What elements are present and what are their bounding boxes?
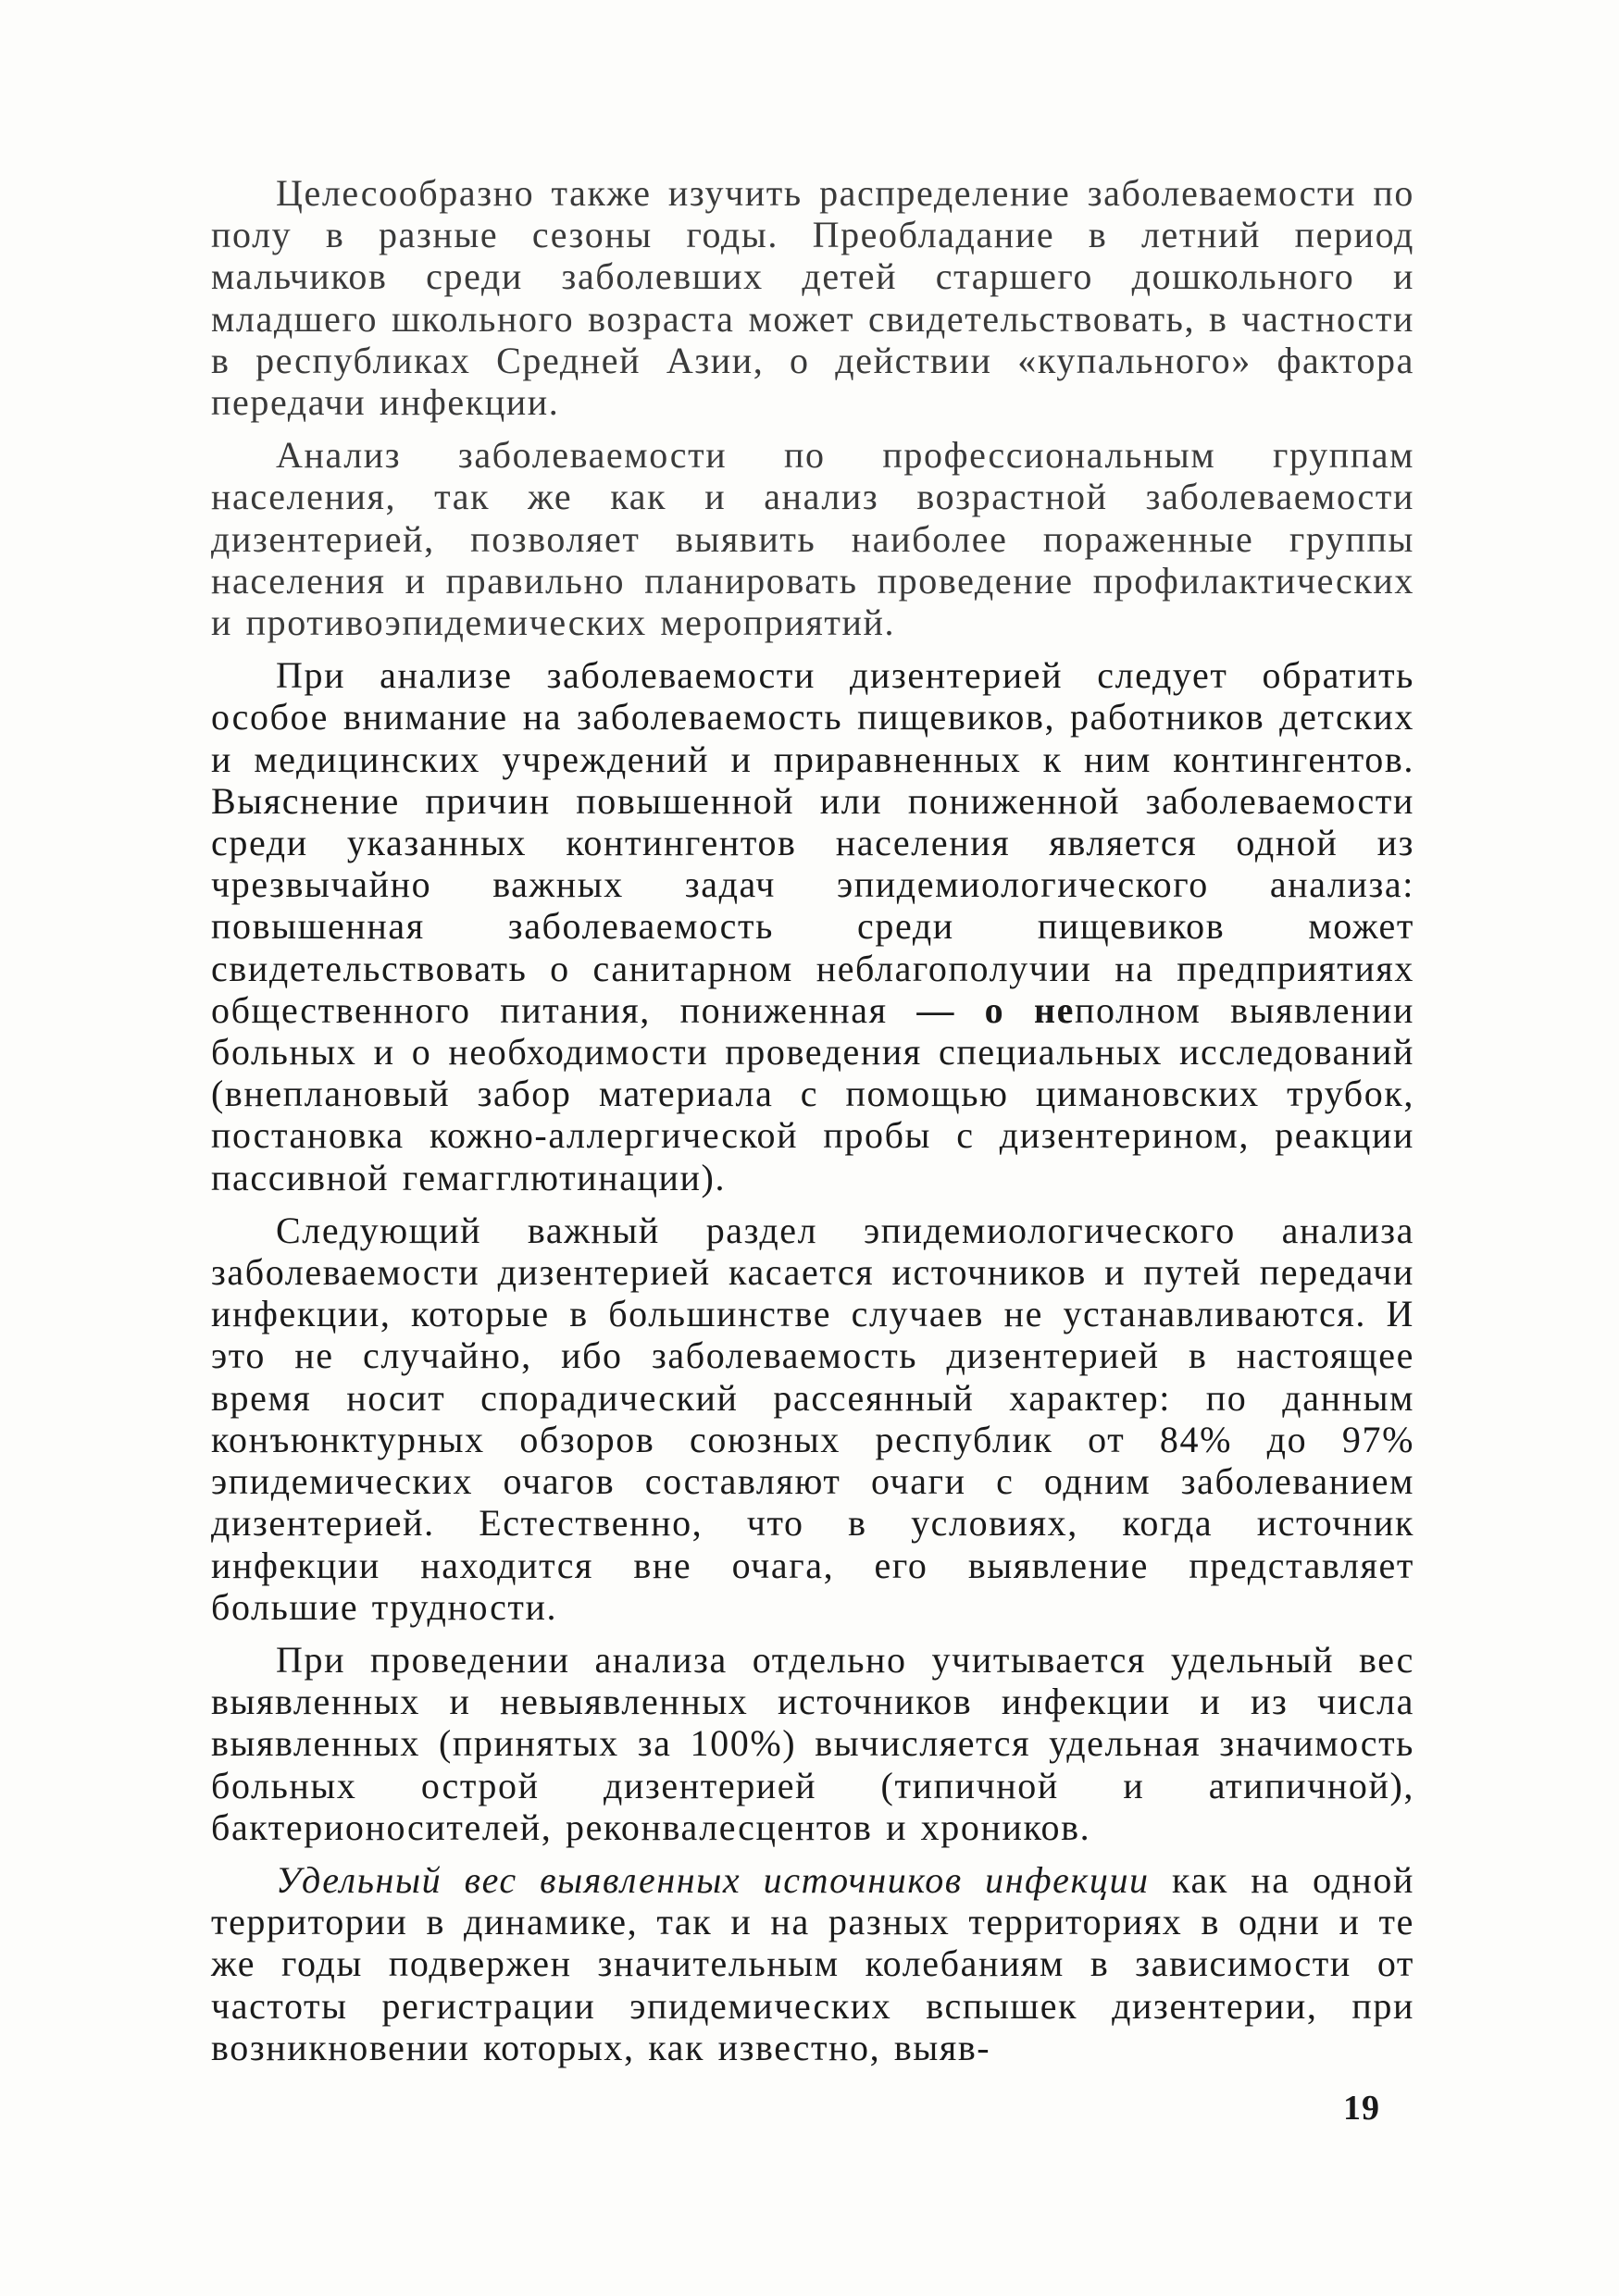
paragraph-1 bbox=[211, 172, 1414, 423]
paragraph-2-text: Анализ заболеваемости по профессиональным группам населения, так же как и анализ возрастной заболеваемости дизентерией, позволяет выявить наиболее пораженные группы населения и правильно планировать проведение профилактических и противоэпидемических мероприятий. bbox=[211, 434, 1414, 644]
paragraph-3-text-bold: — о не bbox=[916, 988, 1075, 1031]
paragraph-6 bbox=[211, 1859, 1414, 2068]
paragraph-5-text: При проведении анализа отдельно учитывается удельный вес выявленных и невыявленных источников инфекции и из числа выявленных (принятых за 100%) вычисляется удельная значимость больных острой дизентерией (типичной и атипичной), бактерионосителей, реконвалесцентов и хроников. bbox=[211, 1638, 1414, 1848]
paragraph-1-text: Целесообразно также изучить распределение заболеваемости по полу в разные сезоны годы. Преобладание в летний период мальчиков среди заболевших детей старшего дошкольного и младшего школьного возраста может свидетельствовать, в частности в республиках Средней Азии, о действии «купального» фактора передачи инфекции. bbox=[211, 172, 1414, 424]
paragraph-5 bbox=[211, 1639, 1414, 1848]
paragraph-4 bbox=[211, 1210, 1414, 1628]
paragraph-4-text: Следующий важный раздел эпидемиологического анализа заболеваемости дизентерией касается источников и путей передачи инфекции, которые в большинстве случаев не устанавливаются. И это не случайно, ибо заболеваемость дизентерией в настоящее время носит спорадический рассеянный характер: по данным конъюнктурных обзоров союзных республик от 84% до 97% эпидемических очагов составляют очаги с одним заболеванием дизентерией. Естественно, что в условиях, когда источник инфекции находится вне очага, его выявление представляет большие трудности. bbox=[211, 1209, 1414, 1628]
body-text bbox=[211, 172, 1414, 2079]
paragraph-3 bbox=[211, 654, 1414, 1198]
paragraph-6-lead: Удельный вес выявленных источников инфекции bbox=[276, 1858, 1150, 1901]
paragraph-3-text-before: При анализе заболеваемости дизентерией следует обратить особое внимание на заболеваемость пищевиков, работников детских и медицинских учреждений и приравненных к ним контингентов. Выяснение причин повышенной или пониженной заболеваемости среди указанных контингентов населения является одной из чрезвычайно важных задач эпидемиологического анализа: повышенная заболеваемость среди пищевиков может свидетельствовать о санитарном неблагополучии на предприятиях общественного питания, пониженная bbox=[211, 654, 1414, 1031]
page-number: 19 bbox=[1343, 2089, 1380, 2128]
paragraph-3-text-after: полном выявлении больных и о необходимости проведения специальных исследований (внеплановый забор материала с помощью цимановских трубок, постановка кожно-аллергической пробы с дизентерином, реакции пассивной гемагглютинации). bbox=[211, 988, 1414, 1198]
paragraph-2 bbox=[211, 434, 1414, 643]
paragraph-6-text: как на одной территории в динамике, так и на разных территориях в одни и те же годы подвержен значительным колебаниям в зависимости от частоты регистрации эпидемических вспышек дизентерии, при возникновении которых, как известно, выяв- bbox=[211, 1858, 1414, 2068]
